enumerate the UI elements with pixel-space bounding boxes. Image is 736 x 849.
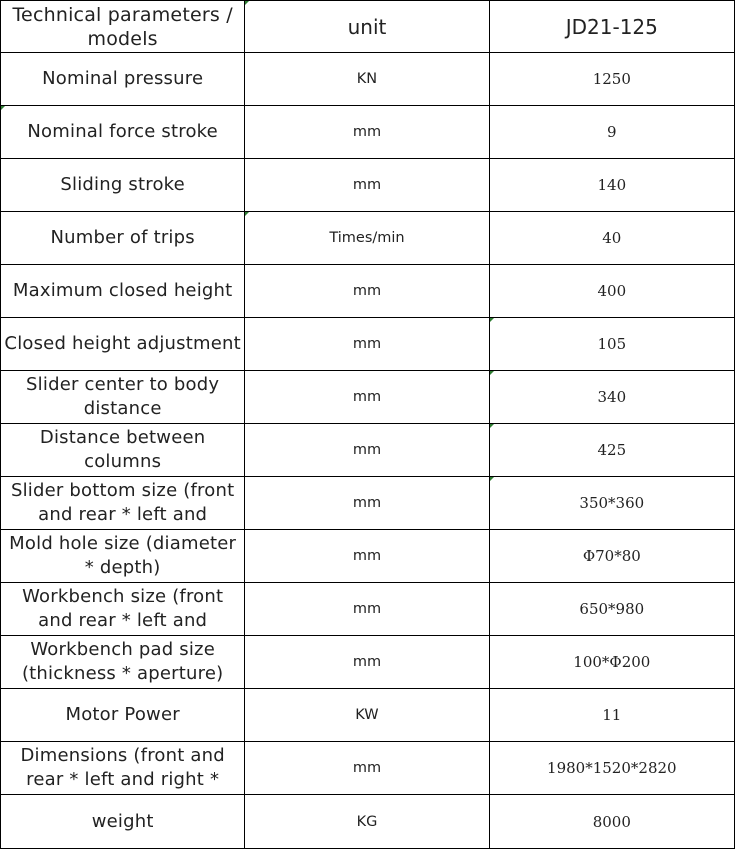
unit-cell: mm <box>245 424 489 477</box>
param-label: Nominal force stroke <box>27 121 218 142</box>
param-label: Number of trips <box>50 227 195 248</box>
unit-cell: Times/min <box>245 212 489 265</box>
unit-cell: mm <box>245 318 489 371</box>
value-cell: 425 <box>489 424 734 477</box>
param-cell <box>1 106 245 159</box>
param-cell <box>1 742 245 795</box>
unit-cell: KN <box>245 53 489 106</box>
param-cell <box>1 424 245 477</box>
table-row <box>1 53 735 106</box>
header-param-label: Technical parameters / models <box>12 3 233 50</box>
param-label: Nominal pressure <box>42 68 204 89</box>
table-row <box>1 106 735 159</box>
value-cell: 340 <box>489 371 734 424</box>
unit-cell: mm <box>245 583 489 636</box>
param-label: Maximum closed height <box>12 280 233 301</box>
value-cell: 9 <box>489 106 734 159</box>
param-cell <box>1 689 245 742</box>
unit-cell: mm <box>245 265 489 318</box>
param-label: Slider center to body distance <box>26 374 220 419</box>
value-cell: 8000 <box>489 795 734 849</box>
table-row <box>1 795 735 849</box>
table-header-row <box>1 1 735 53</box>
value-cell: 11 <box>489 689 734 742</box>
param-cell <box>1 795 245 849</box>
param-cell <box>1 477 245 530</box>
value-cell: 650*980 <box>489 583 734 636</box>
param-label: Workbench size (front and rear * left and <box>22 586 224 631</box>
value-cell: 350*360 <box>489 477 734 530</box>
table-row <box>1 318 735 371</box>
header-model-cell: JD21-125 <box>489 1 734 53</box>
param-cell <box>1 265 245 318</box>
param-label: Motor Power <box>65 704 180 725</box>
table-row <box>1 689 735 742</box>
unit-cell: mm <box>245 636 489 689</box>
table-row <box>1 159 735 212</box>
unit-cell: mm <box>245 477 489 530</box>
param-cell <box>1 530 245 583</box>
param-cell <box>1 318 245 371</box>
param-label: Dimensions (front and rear * left and right * <box>20 745 225 790</box>
param-cell <box>1 583 245 636</box>
param-label: Closed height adjustment <box>4 333 241 354</box>
unit-cell: mm <box>245 742 489 795</box>
table-row <box>1 530 735 583</box>
param-label: Sliding stroke <box>60 174 185 195</box>
value-cell: 1980*1520*2820 <box>489 742 734 795</box>
table-row <box>1 265 735 318</box>
param-label: weight <box>91 810 154 832</box>
table-row <box>1 636 735 689</box>
table-row <box>1 371 735 424</box>
table-row <box>1 477 735 530</box>
header-param-cell <box>1 1 245 53</box>
param-label: Mold hole size (diameter * depth) <box>9 533 237 578</box>
header-unit-cell: unit <box>245 1 489 53</box>
unit-cell: KW <box>245 689 489 742</box>
param-label: Distance between columns <box>39 427 206 472</box>
param-cell <box>1 159 245 212</box>
param-label: Workbench pad size (thickness * aperture) <box>21 639 224 684</box>
unit-cell: mm <box>245 530 489 583</box>
table-row <box>1 212 735 265</box>
table-row <box>1 742 735 795</box>
unit-cell: mm <box>245 106 489 159</box>
param-cell <box>1 371 245 424</box>
value-cell: 400 <box>489 265 734 318</box>
param-cell <box>1 636 245 689</box>
value-cell: 1250 <box>489 53 734 106</box>
value-cell: 105 <box>489 318 734 371</box>
value-cell: 140 <box>489 159 734 212</box>
value-cell: Φ70*80 <box>489 530 734 583</box>
param-cell <box>1 53 245 106</box>
param-label: Slider bottom size (front and rear * left and <box>10 480 235 525</box>
value-cell: 100*Φ200 <box>489 636 734 689</box>
unit-cell: KG <box>245 795 489 849</box>
value-cell: 40 <box>489 212 734 265</box>
unit-cell: mm <box>245 159 489 212</box>
unit-cell: mm <box>245 371 489 424</box>
param-cell <box>1 212 245 265</box>
table-row <box>1 424 735 477</box>
table-row <box>1 583 735 636</box>
